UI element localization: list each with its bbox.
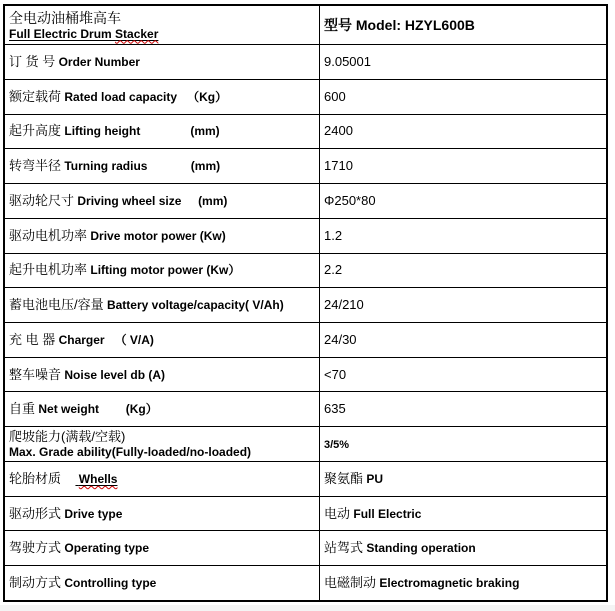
spec-label-zh: 轮胎材质	[9, 470, 76, 486]
spec-label-cell	[5, 149, 320, 183]
page-bottom-margin	[0, 605, 615, 611]
spec-value-cell	[320, 427, 606, 461]
spec-value-cell	[320, 288, 606, 322]
spec-value-cell	[320, 45, 606, 79]
spec-value-line	[324, 332, 604, 348]
spec-value-en: PU	[366, 471, 384, 486]
spec-label-line	[9, 158, 317, 174]
spec-label-cell	[5, 358, 320, 392]
spec-value-cell	[320, 392, 606, 426]
model-label-zh: 型号	[324, 17, 352, 34]
spec-value-line	[324, 228, 604, 244]
spec-label-cell	[5, 531, 320, 565]
spec-label-line	[9, 429, 317, 445]
spec-label-en: Order Number	[58, 54, 140, 69]
spec-table	[3, 4, 608, 602]
table-row-lifting-height	[5, 114, 606, 149]
spec-label-zh: 订 货 号	[9, 53, 56, 69]
spec-value-line	[324, 54, 604, 70]
spec-label-zh: 自重	[9, 401, 36, 417]
spec-label-cell	[5, 497, 320, 531]
spec-label-zh: 爬坡能力(满载/空载)	[9, 428, 126, 444]
spec-value-line	[324, 506, 604, 522]
spec-value-line	[324, 158, 604, 174]
spec-label-en: Rated load capacity （Kg）	[64, 89, 228, 104]
spec-value-line	[324, 367, 604, 383]
table-row-charger	[5, 322, 606, 357]
spec-label-zh: 蓄电池电压/容量	[9, 297, 104, 313]
spec-label-zh: 额定载荷	[9, 88, 62, 104]
spec-value-cell	[320, 80, 606, 114]
table-row-wheel-material	[5, 461, 606, 496]
spec-label-zh: 转弯半径	[9, 158, 62, 174]
product-title-zh: 全电动油桶堆高车	[9, 9, 121, 26]
product-title-en-misspelled: Stacker	[115, 26, 159, 41]
spec-label-line	[9, 89, 317, 105]
spec-label-cell	[5, 254, 320, 288]
spec-value: 24/30	[324, 331, 357, 347]
spec-label-line	[9, 262, 317, 278]
spec-label-en: Operating type	[64, 541, 150, 556]
spec-label-line	[9, 401, 317, 417]
spec-label-cell	[5, 219, 320, 253]
spec-label-en: Net weight (Kg）	[38, 402, 158, 417]
spec-value-line	[324, 297, 604, 313]
spec-value-cell	[320, 149, 606, 183]
spec-label-zh: 驱动轮尺寸	[9, 192, 75, 208]
spec-label-cell	[5, 80, 320, 114]
spec-value-cell	[320, 254, 606, 288]
spec-label-en: Battery voltage/capacity( V/Ah)	[106, 298, 284, 313]
spec-value-line	[324, 575, 604, 591]
spec-label-en: Lifting height (mm)	[64, 124, 220, 139]
spec-value-line	[324, 471, 604, 487]
spec-label-line	[9, 471, 317, 487]
table-row-operating-type	[5, 530, 606, 565]
spec-value-line	[324, 89, 604, 105]
table-row-noise-level	[5, 357, 606, 392]
spec-value-cell	[320, 115, 606, 149]
spec-label-line	[9, 193, 317, 209]
product-title-cell	[5, 6, 320, 44]
table-row-grade-ability	[5, 426, 606, 461]
spec-label-zh: 驱动形式	[9, 505, 62, 521]
spec-label-cell	[5, 115, 320, 149]
spec-label-cell	[5, 184, 320, 218]
spec-label-cell	[5, 566, 320, 600]
spec-label-line	[9, 228, 317, 244]
spec-label-cell	[5, 462, 320, 496]
spec-label-en: Noise level db (A)	[64, 367, 166, 382]
table-row-driving-wheel-size	[5, 183, 606, 218]
table-row-net-weight	[5, 391, 606, 426]
spec-label-cell	[5, 427, 320, 461]
table-row-rated-load-capacity	[5, 79, 606, 114]
spec-value-line	[324, 262, 604, 278]
spec-value: 2400	[324, 123, 353, 139]
spec-value: 24/210	[324, 297, 364, 313]
spec-label-zh: 制动方式	[9, 575, 62, 590]
spec-label-zh: 起升电机功率	[9, 262, 88, 278]
spec-value-line	[324, 193, 604, 209]
spec-value-cell	[320, 462, 606, 496]
spec-label-en: Lifting motor power (Kw）	[90, 263, 241, 278]
spec-label-zh: 整车噪音	[9, 366, 62, 382]
table-row-battery-voltage-capacity	[5, 287, 606, 322]
spec-label-line	[9, 332, 317, 348]
product-title-en	[9, 27, 317, 42]
spec-label-en: Charger （ V/A)	[58, 332, 154, 347]
spec-value: <70	[324, 366, 347, 382]
model-line	[324, 17, 604, 33]
model-cell	[320, 6, 606, 44]
product-title-en-text: Full Electric Drum	[9, 26, 116, 41]
spec-value: 2.2	[324, 262, 343, 278]
spec-value-en: Full Electric	[353, 506, 422, 521]
table-row-turning-radius	[5, 148, 606, 183]
spec-label-en-line2: Max. Grade ability(Fully-loaded/no-loaded)	[9, 444, 252, 459]
table-header-row	[5, 6, 606, 44]
spec-value-zh: 电磁制动	[324, 575, 377, 590]
spec-value: 635	[324, 401, 346, 417]
table-row-controlling-type	[5, 565, 606, 600]
spec-value-zh: 聚氨酯	[324, 470, 364, 486]
spec-label-line	[9, 297, 317, 313]
spec-value-cell	[320, 323, 606, 357]
spec-value-en: Standing operation	[366, 541, 476, 556]
table-row-lifting-motor-power	[5, 253, 606, 288]
spec-label-line	[9, 367, 317, 383]
spec-value: 1.2	[324, 227, 343, 243]
spec-label-line	[9, 540, 317, 556]
spec-value: Φ250*80	[324, 192, 376, 208]
spec-label-en: Controlling type	[64, 576, 157, 590]
spec-value-en: Electromagnetic braking	[379, 576, 520, 590]
spec-label-zh: 起升高度	[9, 123, 62, 139]
spec-label-en: Drive type	[64, 506, 123, 521]
spec-label-line	[9, 575, 317, 591]
table-row-order-number	[5, 44, 606, 79]
spec-value-line	[324, 123, 604, 139]
spec-label-en-misspelled: Whells	[78, 471, 118, 486]
model-value: Model: HZYL600B	[355, 17, 475, 34]
spec-label-en: Driving wheel size (mm)	[77, 193, 228, 208]
spec-label-zh: 驾驶方式	[9, 540, 62, 556]
spec-label-line	[9, 506, 317, 522]
spec-value-cell	[320, 497, 606, 531]
spec-label-line	[9, 54, 317, 70]
spec-value: 9.05001	[324, 53, 371, 69]
table-row-drive-motor-power	[5, 218, 606, 253]
spec-value-cell	[320, 184, 606, 218]
spec-value-zh: 电动	[324, 505, 351, 521]
table-row-drive-type	[5, 496, 606, 531]
spec-label-en: Drive motor power (Kw)	[90, 228, 226, 243]
spec-value-line	[324, 401, 604, 417]
spec-value-cell	[320, 219, 606, 253]
spec-label-cell	[5, 392, 320, 426]
spec-label-cell	[5, 323, 320, 357]
spec-label-zh: 驱动电机功率	[9, 227, 88, 243]
spec-value-line	[324, 436, 604, 453]
spec-label-en: Turning radius (mm)	[64, 159, 221, 174]
spec-value: 600	[324, 88, 346, 104]
spec-value: 3/5%	[324, 438, 350, 451]
spec-label-cell	[5, 45, 320, 79]
spec-label-en	[75, 472, 117, 486]
spec-value-cell	[320, 566, 606, 600]
spec-value-line	[324, 540, 604, 556]
spec-label-line	[9, 123, 317, 139]
spec-value-zh: 站驾式	[324, 540, 364, 556]
spec-value: 1710	[324, 158, 353, 174]
spec-label-zh: 充 电 器	[9, 331, 56, 347]
spec-value-cell	[320, 531, 606, 565]
spec-value-cell	[320, 358, 606, 392]
spec-label-cell	[5, 288, 320, 322]
